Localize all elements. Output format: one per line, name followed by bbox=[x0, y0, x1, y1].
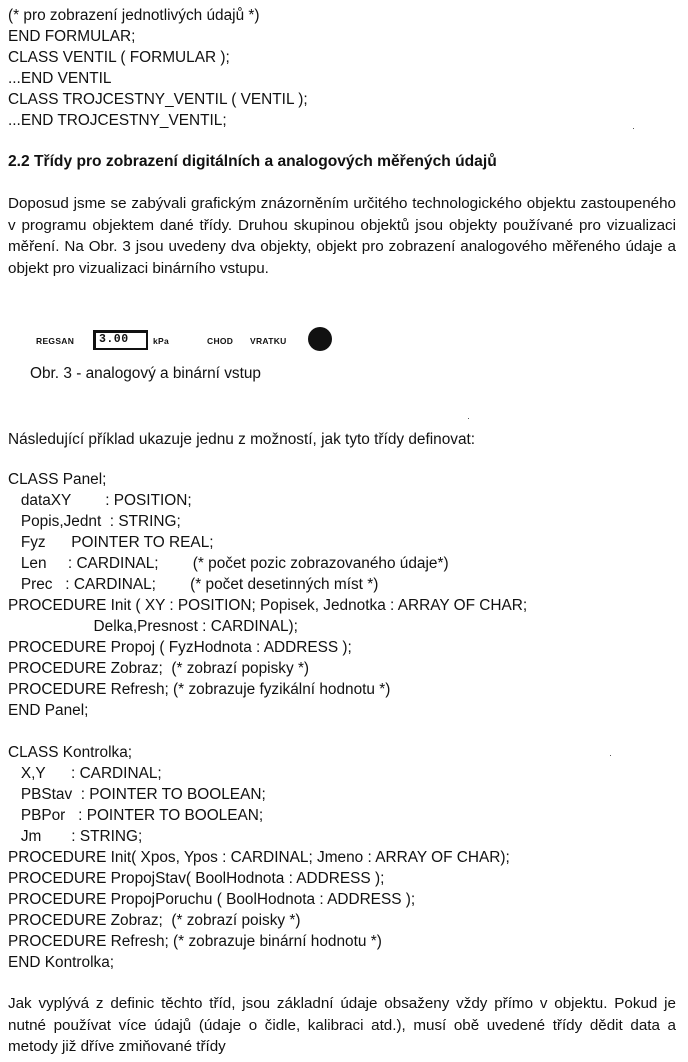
code-line: END FORMULAR; bbox=[8, 28, 136, 45]
code-line: Jm : STRING; bbox=[8, 828, 143, 845]
code-line: PROCEDURE PropojPoruchu ( BoolHodnota : ADDRESS ); bbox=[8, 891, 416, 908]
scan-speck bbox=[633, 128, 634, 129]
code-line: dataXY : POSITION; bbox=[8, 492, 192, 509]
code-line: Len : CARDINAL; (* počet pozic zobrazovaného údaje*) bbox=[8, 555, 449, 572]
code-line: PROCEDURE Propoj ( FyzHodnota : ADDRESS ); bbox=[8, 639, 352, 656]
code-line: PROCEDURE Zobraz; (* zobrazí popisky *) bbox=[8, 660, 310, 677]
example-intro: Následující příklad ukazuje jednu z možností, jak tyto třídy definovat: bbox=[8, 431, 476, 448]
chod-label: CHOD bbox=[207, 336, 234, 346]
code-line: PBStav : POINTER TO BOOLEAN; bbox=[8, 786, 266, 803]
figure-analog-binary bbox=[36, 327, 356, 357]
code-line: CLASS Panel; bbox=[8, 471, 107, 488]
scan-speck bbox=[468, 418, 469, 419]
unit-label: kPa bbox=[153, 336, 170, 346]
code-line: CLASS TROJCESTNY_VENTIL ( VENTIL ); bbox=[8, 91, 308, 108]
regsan-label: REGSAN bbox=[36, 336, 75, 346]
closing-paragraph: Jak vyplývá z definic těchto tříd, jsou základní údaje obsaženy vždy přímo v objektu. Pokud je nutné používat více údajů (údaje o čidle, kalibraci atd.), musí obě uvedené třídy dědit data a metody již dříve zmiňované třídy bbox=[8, 995, 676, 1055]
code-line: ...END VENTIL bbox=[8, 70, 112, 87]
code-line: (* pro zobrazení jednotlivých údajů *) bbox=[8, 7, 260, 24]
code-line: PBPor : POINTER TO BOOLEAN; bbox=[8, 807, 264, 824]
scan-speck bbox=[610, 755, 611, 756]
intro-paragraph: Doposud jsme se zabývali grafickým znázorněním určitého technologického objektu zastoupeného v programu objektem dané třídy. Druhou skupinou objektů jsou objekty používané pro vizualizaci měření. Na Obr. 3 jsou uvedeny dva objekty, objekt pro zobrazení analogového měřeného údaje a objekt pro vizualizaci binárního vstupu. bbox=[8, 195, 676, 277]
code-line: PROCEDURE Init ( XY : POSITION; Popisek, Jednotka : ARRAY OF CHAR; bbox=[8, 597, 528, 614]
code-line: PROCEDURE PropojStav( BoolHodnota : ADDRESS ); bbox=[8, 870, 385, 887]
code-line: Prec : CARDINAL; (* počet desetinných míst *) bbox=[8, 576, 379, 593]
code-line: END Kontrolka; bbox=[8, 954, 115, 971]
code-line: X,Y : CARDINAL; bbox=[8, 765, 162, 782]
section-heading: 2.2 Třídy pro zobrazení digitálních a analogových měřených údajů bbox=[8, 153, 497, 170]
code-line: Fyz POINTER TO REAL; bbox=[8, 534, 214, 551]
figure-caption: Obr. 3 - analogový a binární vstup bbox=[30, 365, 261, 382]
vratku-label: VRATKU bbox=[250, 336, 287, 346]
code-line: PROCEDURE Refresh; (* zobrazuje binární hodnotu *) bbox=[8, 933, 382, 950]
code-line: PROCEDURE Zobraz; (* zobrazí poisky *) bbox=[8, 912, 301, 929]
code-line: Popis,Jednt : STRING; bbox=[8, 513, 181, 530]
code-line: ...END TROJCESTNY_VENTIL; bbox=[8, 112, 227, 129]
code-line: CLASS Kontrolka; bbox=[8, 744, 133, 761]
code-line: END Panel; bbox=[8, 702, 89, 719]
code-line: Delka,Presnost : CARDINAL); bbox=[8, 618, 298, 635]
analog-value: 3.00 bbox=[99, 333, 129, 346]
code-line: PROCEDURE Init( Xpos, Ypos : CARDINAL; Jmeno : ARRAY OF CHAR); bbox=[8, 849, 510, 866]
binary-indicator-icon bbox=[308, 327, 332, 351]
code-line: PROCEDURE Refresh; (* zobrazuje fyzikální hodnotu *) bbox=[8, 681, 391, 698]
code-line: CLASS VENTIL ( FORMULAR ); bbox=[8, 49, 230, 66]
